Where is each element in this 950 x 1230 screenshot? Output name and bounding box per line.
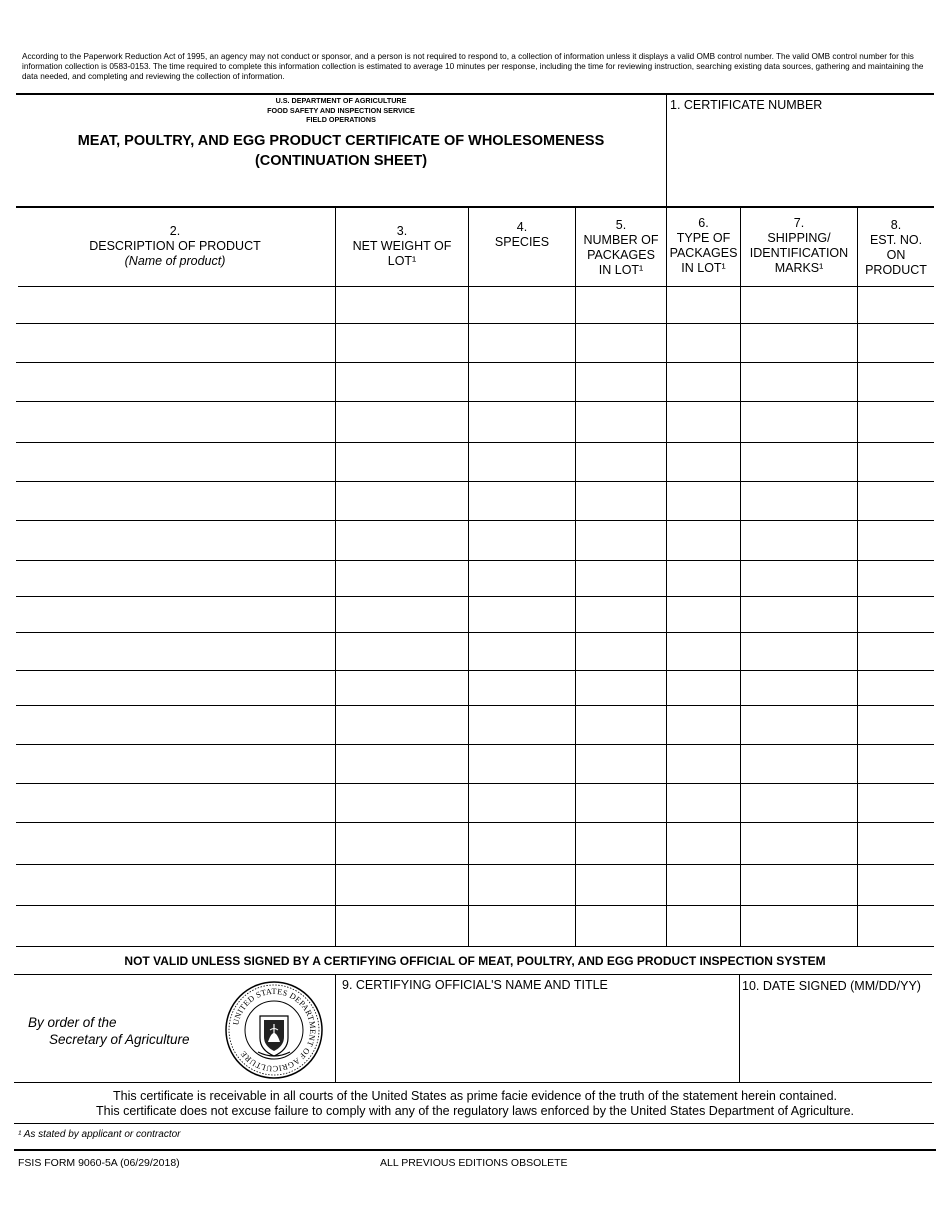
table-cell[interactable] [577,866,664,903]
table-cell[interactable] [337,403,466,440]
table-cell[interactable] [337,785,466,820]
table-cell[interactable] [742,824,855,862]
table-cell[interactable] [668,824,738,862]
table-cell[interactable] [18,866,333,903]
table-cell[interactable] [337,746,466,781]
by-order-line-2: Secretary of Agriculture [49,1032,190,1047]
table-cell[interactable] [742,672,855,703]
table-cell[interactable] [577,907,664,944]
col2-subtitle: (Name of product) [124,254,226,268]
table-cell[interactable] [337,444,466,479]
table-cell[interactable] [742,288,855,321]
table-cell[interactable] [470,824,573,862]
table-cell[interactable] [577,364,664,399]
footer-rule [14,1149,936,1151]
col7-title: SHIPPING/ [767,231,831,245]
svg-text:UNITED STATES DEPARTMENT OF AG: UNITED STATES DEPARTMENT OF AGRICULTURE [231,986,318,1074]
col7-title-2: IDENTIFICATION [749,246,849,260]
row-divider [16,822,934,823]
table-cell[interactable] [18,288,333,321]
table-cell[interactable] [18,325,333,360]
table-cell[interactable] [859,866,932,903]
table-cell[interactable] [668,288,738,321]
column-header-number-packages [576,218,666,278]
row-divider [16,520,934,521]
footnote: ¹ As stated by applicant or contractor [18,1129,181,1140]
col5-number: 5. [615,218,627,232]
signature-divider-1 [335,974,336,1082]
agency-line-3: FIELD OPERATIONS [306,115,376,124]
table-cell[interactable] [18,907,333,944]
form-title: MEAT, POULTRY, AND EGG PRODUCT CERTIFICATE OF WHOLESOMENESS [77,133,605,149]
table-cell[interactable] [470,634,573,668]
table-cell[interactable] [742,325,855,360]
table-cell[interactable] [668,403,738,440]
table-cell[interactable] [337,866,466,903]
col4-title: SPECIES [494,235,550,249]
usda-seal-icon [224,980,324,1080]
table-cell[interactable] [18,707,333,742]
table-cell[interactable] [742,707,855,742]
table-cell[interactable] [337,707,466,742]
col6-title-3: IN LOT¹ [681,261,726,275]
table-cell[interactable] [859,672,932,703]
table-cell[interactable] [668,562,738,594]
table-cell[interactable] [470,562,573,594]
column-header-shipping-marks [741,216,857,276]
col6-title-2: PACKAGES [669,246,738,260]
table-cell[interactable] [337,325,466,360]
table-cell[interactable] [668,325,738,360]
table-cell[interactable] [18,672,333,703]
table-cell[interactable] [18,444,333,479]
col3-number: 3. [396,224,408,238]
receivable-line-2: This certificate does not excuse failure to comply with any of the regulatory laws enforced by the United States Department of Agriculture. [95,1104,855,1118]
table-cell[interactable] [742,562,855,594]
col5-title: NUMBER OF [583,233,659,247]
certificate-number-field[interactable] [668,116,932,204]
table-cell[interactable] [742,634,855,668]
table-cell[interactable] [668,672,738,703]
table-cell[interactable] [470,672,573,703]
table-cell[interactable] [337,288,466,321]
table-cell[interactable] [470,785,573,820]
table-cell[interactable] [337,364,466,399]
table-cell[interactable] [577,707,664,742]
certifying-official-label: 9. CERTIFYING OFFICIAL'S NAME AND TITLE [342,978,608,992]
table-cell[interactable] [668,522,738,558]
row-divider [16,362,934,363]
col2-number: 2. [169,224,181,238]
table-cell[interactable] [742,907,855,944]
table-cell[interactable] [668,483,738,518]
table-cell[interactable] [18,746,333,781]
row-divider [16,670,934,671]
signature-divider-2 [739,974,740,1082]
table-cell[interactable] [337,483,466,518]
table-cell[interactable] [470,288,573,321]
table-cell[interactable] [577,483,664,518]
signature-top-rule [14,974,932,975]
table-cell[interactable] [859,824,932,862]
table-cell[interactable] [577,746,664,781]
row-divider [16,632,934,633]
header-top-rule [16,93,934,95]
row-divider [16,596,934,597]
table-cell[interactable] [859,483,932,518]
table-cell[interactable] [742,483,855,518]
col6-number: 6. [698,216,709,230]
table-cell[interactable] [470,598,573,630]
table-cell[interactable] [742,403,855,440]
column-divider [857,206,858,946]
table-cell[interactable] [470,746,573,781]
receivable-line-1: This certificate is receivable in all courts of the United States as prime facie evidence of the truth of the statement herein contained. [113,1089,837,1103]
table-cell[interactable] [859,746,932,781]
col6-title: TYPE OF [676,231,731,245]
table-cell[interactable] [470,707,573,742]
table-cell[interactable] [18,483,333,518]
table-cell[interactable] [742,785,855,820]
row-divider [16,560,934,561]
table-cell[interactable] [668,907,738,944]
table-cell[interactable] [470,907,573,944]
not-valid-notice: NOT VALID UNLESS SIGNED BY A CERTIFYING OFFICIAL OF MEAT, POULTRY, AND EGG PRODUCT INSPECTION SYSTEM [124,954,826,968]
col3-title: NET WEIGHT OF [352,239,452,253]
table-cell[interactable] [337,522,466,558]
col8-number: 8. [890,218,902,232]
column-divider [740,206,741,946]
certifying-official-field[interactable] [338,996,736,1080]
table-cell[interactable] [859,785,932,820]
table-cell[interactable] [859,403,932,440]
col4-number: 4. [516,220,528,234]
row-divider [16,783,934,784]
table-cell[interactable] [742,746,855,781]
col5-title-3: IN LOT¹ [598,263,644,277]
table-cell[interactable] [859,562,932,594]
table-cell[interactable] [668,364,738,399]
date-signed-field[interactable] [742,996,932,1080]
table-cell[interactable] [668,598,738,630]
table-cell[interactable] [577,288,664,321]
table-cell[interactable] [859,444,932,479]
row-divider [16,481,934,482]
agency-line-2: FOOD SAFETY AND INSPECTION SERVICE [267,105,415,115]
table-cell[interactable] [337,672,466,703]
table-cell[interactable] [577,785,664,820]
agency-line-1: U.S. DEPARTMENT OF AGRICULTURE [275,96,407,105]
table-cell[interactable] [668,866,738,903]
table-cell[interactable] [18,824,333,862]
col2-title: DESCRIPTION OF PRODUCT [89,239,261,253]
table-cell[interactable] [859,634,932,668]
col5-title-2: PACKAGES [587,248,655,262]
col3-title-2: LOT¹ [387,254,417,268]
table-cell[interactable] [668,634,738,668]
column-divider [575,206,576,946]
row-divider [18,286,934,287]
table-cell[interactable] [470,483,573,518]
table-cell[interactable] [742,364,855,399]
table-cell[interactable] [577,522,664,558]
table-cell[interactable] [668,785,738,820]
table-cell[interactable] [470,325,573,360]
table-cell[interactable] [577,444,664,479]
column-header-description [16,224,334,269]
table-cell[interactable] [668,746,738,781]
table-cell[interactable] [18,785,333,820]
header-divider [666,93,667,207]
row-divider [16,705,934,706]
table-cell[interactable] [577,403,664,440]
col8-title: EST. NO. [869,233,923,247]
table-cell[interactable] [742,866,855,903]
by-order-line-1: By order of the [28,1015,117,1030]
not-valid-top-rule [16,946,934,947]
column-divider [335,206,336,946]
table-cell[interactable] [18,522,333,558]
column-header-net-weight [336,224,468,269]
editions-obsolete: ALL PREVIOUS EDITIONS OBSOLETE [380,1157,568,1169]
form-number: FSIS FORM 9060-5A (06/29/2018) [18,1157,180,1169]
row-divider [16,401,934,402]
table-cell[interactable] [859,707,932,742]
col7-title-3: MARKS¹ [774,261,824,275]
table-cell[interactable] [742,444,855,479]
row-divider [16,323,934,324]
table-cell[interactable] [18,403,333,440]
table-cell[interactable] [18,634,333,668]
table-cell[interactable] [470,364,573,399]
col8-title-3: PRODUCT [865,263,927,277]
footnote-top-rule [14,1123,934,1124]
receivable-statement [16,1089,934,1119]
table-cell[interactable] [337,562,466,594]
table-cell[interactable] [742,598,855,630]
row-divider [16,442,934,443]
col7-number: 7. [793,216,805,230]
table-cell[interactable] [18,364,333,399]
row-divider [16,864,934,865]
table-cell[interactable] [577,325,664,360]
column-divider [468,206,469,946]
table-cell[interactable] [18,562,333,594]
table-cell[interactable] [470,444,573,479]
table-cell[interactable] [577,598,664,630]
table-cell[interactable] [859,288,932,321]
signature-bottom-rule [14,1082,932,1083]
table-cell[interactable] [470,403,573,440]
column-header-est-no [858,218,934,278]
column-divider [666,206,667,946]
form-subtitle: (CONTINUATION SHEET) [254,153,428,169]
certificate-number-label: 1. CERTIFICATE NUMBER [670,98,823,112]
table-cell[interactable] [470,522,573,558]
row-divider [16,905,934,906]
table-cell[interactable] [337,907,466,944]
table-cell[interactable] [859,598,932,630]
table-cell[interactable] [18,598,333,630]
column-header-type-packages [667,216,740,276]
table-cell[interactable] [859,522,932,558]
table-cell[interactable] [859,325,932,360]
col8-title-2: ON [886,248,906,262]
table-cell[interactable] [668,707,738,742]
by-order-text [28,1014,190,1048]
table-cell[interactable] [742,522,855,558]
table-cell[interactable] [337,598,466,630]
table-cell[interactable] [577,634,664,668]
paperwork-notice: According to the Paperwork Reduction Act of 1995, an agency may not conduct or sponsor, and a person is not required to respond to, a collection of information unless it displays a valid OMB control number. The valid OMB control number for this information collection is 0583-0153. The time required to complete this information collection is estimated to average 10 minutes per response, including the time for reviewing instruction, searching existing data sources, gathering and maintaining the data needed, and completing and reviewing the collection of information. [22,52,924,81]
column-header-species [469,220,575,250]
table-cell[interactable] [859,907,932,944]
date-signed-label: 10. DATE SIGNED (MM/DD/YY) [742,979,921,993]
table-cell[interactable] [470,866,573,903]
table-top-rule [16,206,934,208]
table-cell[interactable] [337,634,466,668]
table-cell[interactable] [859,364,932,399]
table-cell[interactable] [668,444,738,479]
row-divider [16,744,934,745]
table-cell[interactable] [577,562,664,594]
table-cell[interactable] [577,824,664,862]
table-cell[interactable] [577,672,664,703]
table-cell[interactable] [337,824,466,862]
